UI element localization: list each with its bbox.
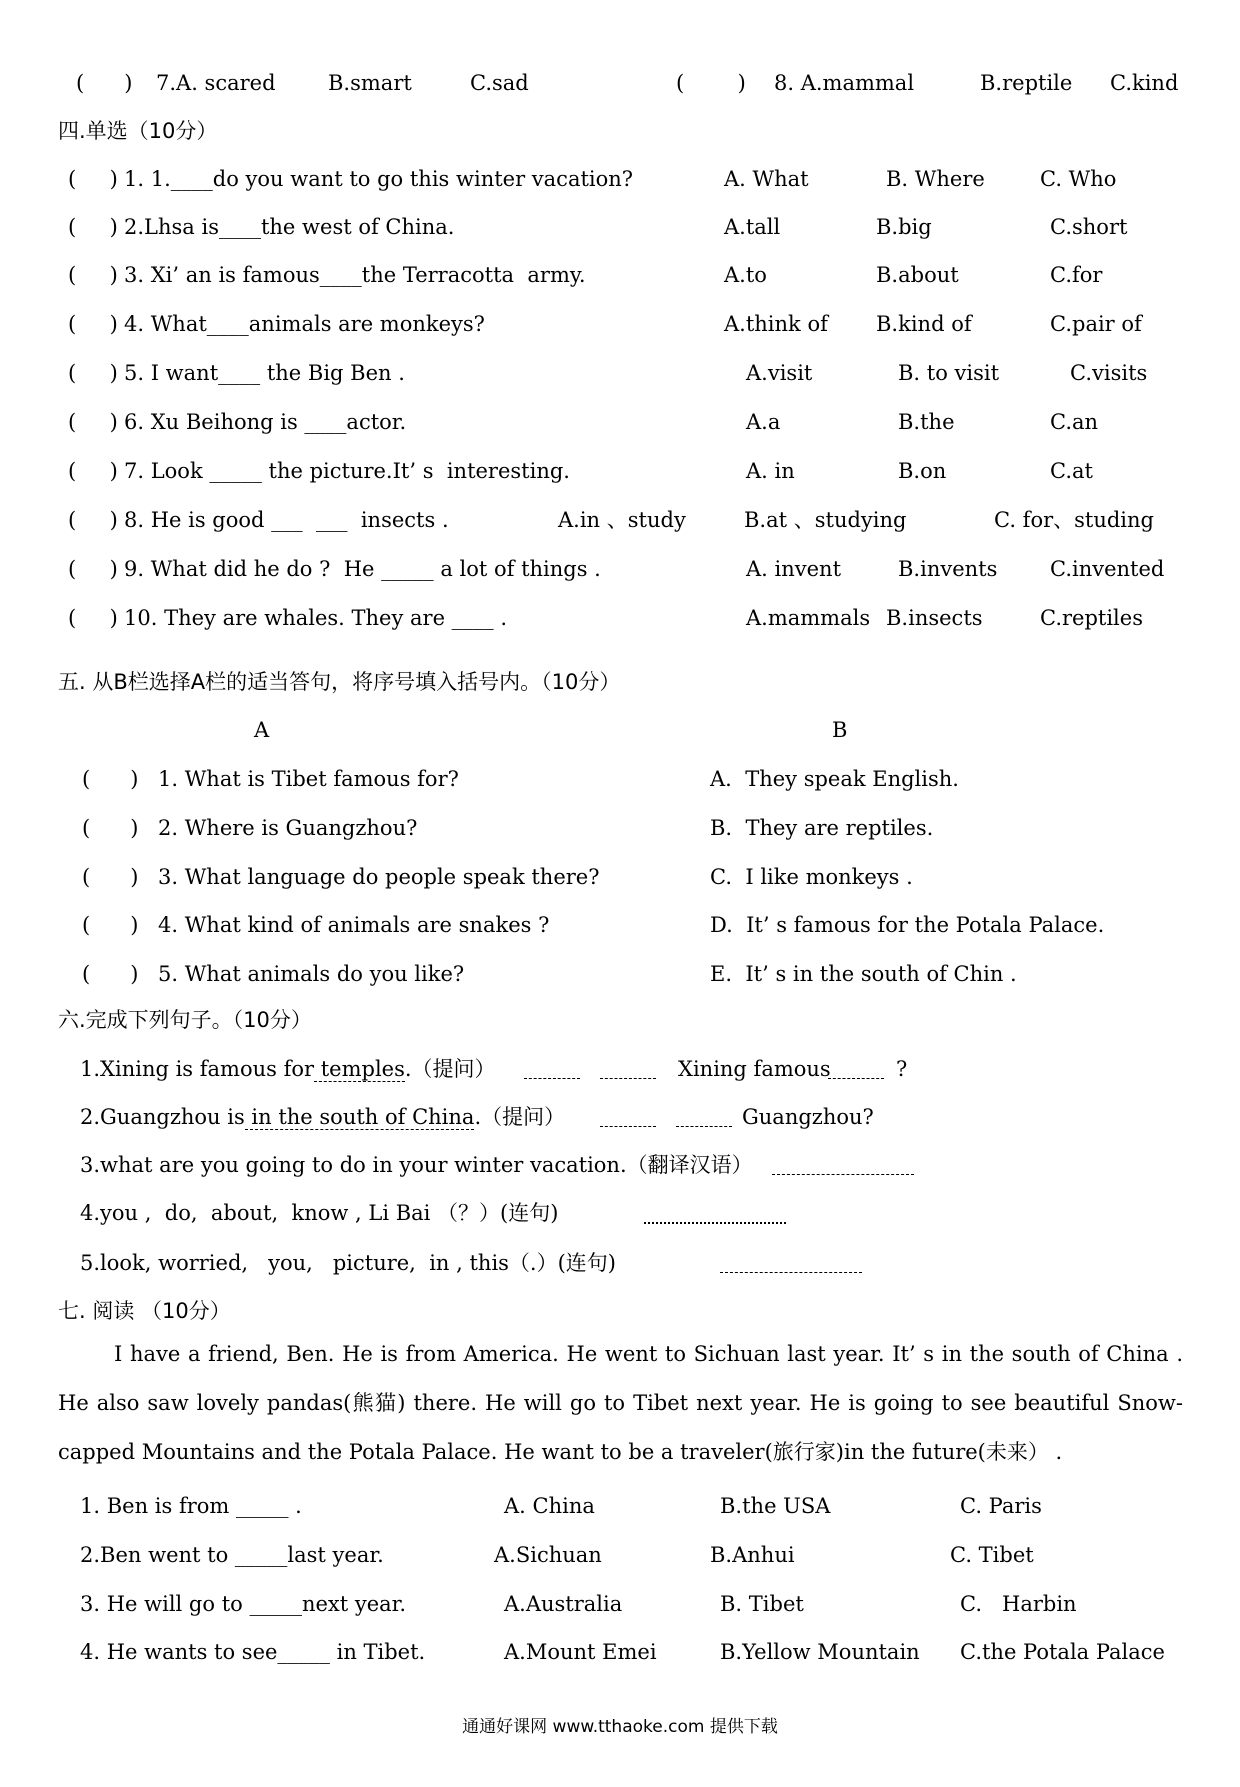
fill-blank <box>600 1108 656 1127</box>
s5-column-headers <box>0 715 1240 745</box>
option-c: C.kind <box>1110 71 1179 95</box>
section-5-title: 五. 从B栏选择A栏的适当答句，将序号填入括号内。（10分） <box>58 670 621 694</box>
answer-paren: ( ) <box>676 71 746 95</box>
reading-passage: I have a friend, Ben. He is from America. He went to Sichuan last year. It’ s in the south of China . He also saw lovely pandas(熊猫) there. He will go to Tibet next year. He is going to see beautiful Snow-capped Mountains and the Potala Palace. He want to be a traveler(旅行家)in the future(未来） . <box>58 1342 1183 1464</box>
fill-blank <box>600 1060 656 1079</box>
s4-question-3: ( ) 3. Xi’ an is famous____the Terracotta army. A.to B.about C.for <box>68 263 1103 287</box>
fill-blank <box>676 1108 732 1127</box>
question-text: 8. A.mammal <box>774 71 915 95</box>
s6-sentence-5: 5.look, worried, you, picture, in , this（.）(连句) <box>0 1248 1240 1278</box>
s6-sentence-2: 2.Guangzhou is in the south of China.（提问） Guangzhou? <box>80 1105 874 1129</box>
fill-blank <box>644 1204 786 1224</box>
fill-blank <box>524 1060 580 1079</box>
section-4-title: 四.单选（10分） <box>58 119 218 143</box>
fill-blank <box>720 1254 862 1273</box>
section-6-title: 六.完成下列句子。（10分） <box>58 1008 312 1032</box>
s6-sentence-4: 4.you , do, about, know , Li Bai （？）(连句) <box>0 1198 1240 1228</box>
page-footer: 通通好课网 www.tthaoke.com 提供下载 <box>462 1717 778 1737</box>
s5-match-row-4: ( ) 4. What kind of animals are snakes ? D. It’ s famous for the Potala Palace. <box>82 913 1105 937</box>
s7-question-3: 3. He will go to _____next year. A.Australia B. Tibet C. Harbin <box>80 1592 1077 1616</box>
s4-question-2: ( ) 2.Lhsa is____the west of China. A.tall B.big C.short <box>68 215 1128 239</box>
s7-question-1: 1. Ben is from _____ . A. China B.the USA C. Paris <box>80 1494 1042 1518</box>
s5-match-row-5: ( ) 5. What animals do you like? E. It’ s in the south of Chin . <box>82 962 1017 986</box>
fill-blank <box>772 1156 914 1175</box>
s6-sentence-1: 1.Xining is famous for temples.（提问） Xining famous ? <box>80 1057 908 1081</box>
column-a-header: A <box>254 718 270 742</box>
s7-question-2: 2.Ben went to _____last year. A.Sichuan B.Anhui C. Tibet <box>80 1543 1034 1567</box>
option-b: B.smart <box>328 71 412 95</box>
underlined-keyword: temples <box>314 1057 405 1081</box>
s4-question-1: ( ) 1. 1.____do you want to go this winter vacation? A. What B. Where C. Who <box>68 167 1117 191</box>
s4-question-7: ( ) 7. Look _____ the picture.It’ s interesting. A. in B.on C.at <box>68 459 1093 483</box>
answer-paren: ( ) <box>76 71 133 95</box>
s6-sentence-3: 3.what are you going to do in your winter vacation.（翻译汉语） <box>0 1150 1240 1180</box>
column-b-header: B <box>832 718 848 742</box>
underlined-keyword: in the south of China <box>244 1105 475 1129</box>
s4-question-10: ( ) 10. They are whales. They are ____ . A.mammals B.insects C.reptiles <box>68 606 1143 630</box>
option-c: C.sad <box>470 71 529 95</box>
s5-match-row-2: ( ) 2. Where is Guangzhou? B. They are reptiles. <box>82 816 934 840</box>
option-b: B.reptile <box>980 71 1073 95</box>
s5-match-row-1: ( ) 1. What is Tibet famous for? A. They speak English. <box>82 767 959 791</box>
s5-match-row-3: ( ) 3. What language do people speak there? C. I like monkeys . <box>82 865 913 889</box>
s4-question-4: ( ) 4. What____animals are monkeys? A.think of B.kind of C.pair of <box>68 312 1142 336</box>
s4-question-6: ( ) 6. Xu Beihong is ____actor. A.a B.the C.an <box>68 410 1099 434</box>
fill-blank <box>828 1060 884 1079</box>
question-row-top <box>0 68 1240 98</box>
question-text: 7.A. scared <box>156 71 276 95</box>
s4-question-5: ( ) 5. I want____ the Big Ben . A.visit B. to visit C.visits <box>68 361 1148 385</box>
s4-question-9: ( ) 9. What did he do ? He _____ a lot of things . A. invent B.invents C.invented <box>68 557 1165 581</box>
s7-question-4: 4. He wants to see_____ in Tibet. A.Mount Emei B.Yellow Mountain C.the Potala Palace <box>80 1640 1165 1664</box>
section-7-title: 七. 阅读 （10分） <box>58 1299 231 1323</box>
s4-question-8: ( ) 8. He is good ___ ___ insects . A.in 、study B.at 、studying C. for、studing <box>68 508 1154 532</box>
